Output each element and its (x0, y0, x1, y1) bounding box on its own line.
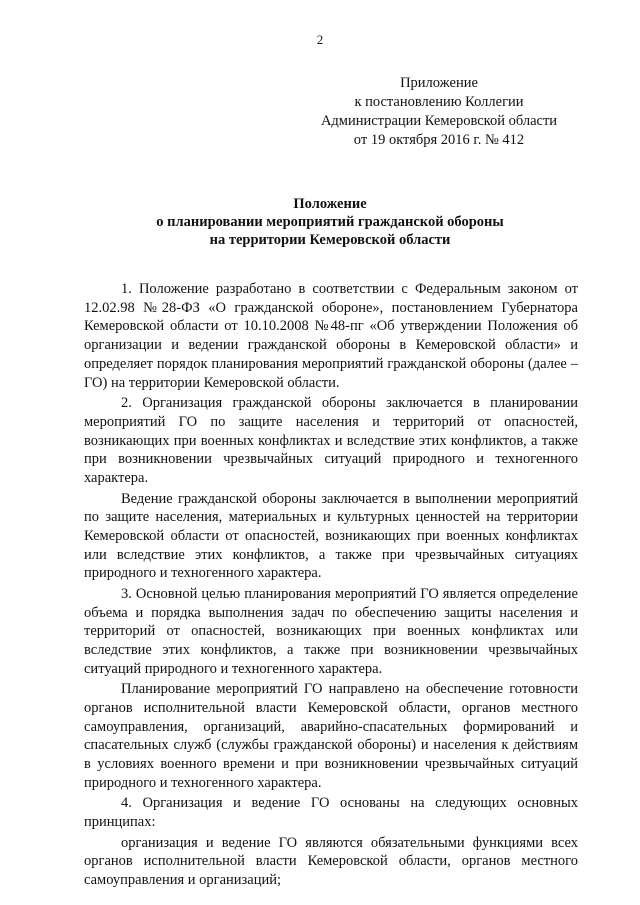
appendix-line: Администрации Кемеровской области (320, 113, 558, 129)
page-number: 2 (316, 32, 324, 47)
appendix-line: от 19 октября 2016 г. № 412 (353, 132, 525, 148)
appendix-block (300, 74, 578, 150)
appendix-line: Приложение (400, 75, 478, 91)
paragraph-5: Планирование мероприятий ГО направлено на обеспечение готовности органов исполнительной власти Кемеровской области, органов местного самоуправления, организаций, аварийно-спасательных формирований и спасательных служб (службы гражданской обороны) и населения к действиям в условиях военного времени и при возникновении чрезвычайных ситуаций природного и техногенного характера. (84, 681, 578, 791)
paragraph-3: Ведение гражданской обороны заключается в выполнении мероприятий по защите населения, материальных и культурных ценностей на территории Кемеровской области от опасностей, возникающих при военных конфликтах или вследствие этих конфликтов, а также при чрезвычайных ситуациях природного и техногенного характера. (84, 490, 578, 582)
title-line: о планировании мероприятий гражданской обороны (156, 214, 504, 230)
title-line: на территории Кемеровской области (209, 232, 451, 248)
document-body (84, 280, 578, 892)
appendix-line: к постановлению Коллегии (354, 94, 524, 110)
paragraph-6: 4. Организация и ведение ГО основаны на следующих основных принципах: (84, 795, 578, 831)
title-line: Положение (293, 196, 367, 212)
paragraph-1: 1. Положение разработано в соответствии с Федеральным законом от 12.02.98 №28-ФЗ «О гражданской обороне», постановлением Губернатора Кемеровской области от 10.10.2008 №48-пг «Об утверждении Положения об организации и ведении гражданской обороны в Кемеровской области» и определяет порядок планирования мероприятий гражданской обороны (далее – ГО) на территории Кемеровской области. (84, 281, 578, 391)
document-title (60, 195, 600, 249)
paragraph-4: 3. Основной целью планирования мероприятий ГО является определение объема и порядка выполнения задач по обеспечению защиты населения и территорий от опасностей, возникающих при военных конфликтах или вследствие этих конфликтов, а также при возникновении чрезвычайных ситуаций природного и техногенного характера. (84, 585, 578, 677)
paragraph-7: организация и ведение ГО являются обязательными функциями всех органов исполнительной власти Кемеровской области, органов местного самоуправления и организаций; (84, 834, 578, 889)
paragraph-2: 2. Организация гражданской обороны заключается в планировании мероприятий ГО по защите населения и территорий от опасностей, возникающих при военных конфликтах и вследствие этих конфликтов, а также при возникновении чрезвычайных ситуаций природного и техногенного характера. (84, 395, 578, 486)
